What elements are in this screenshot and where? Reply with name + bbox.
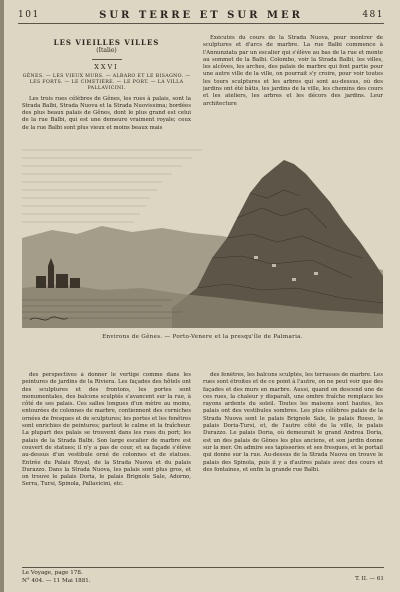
section-summary: GÊNES. — LES VIEUX MURS. — ALBARO ET LE BISAGNO. — LES FORTS. — LE CIMETIÈRE. — LE PORT. — LA VILLA PALLAVICINI. — [22, 73, 191, 92]
left-column-bottom — [22, 372, 191, 562]
footer-volume: T. II. — 61 — [355, 576, 384, 582]
running-header — [18, 7, 384, 24]
article-title: LES VIEILLES VILLES — [53, 38, 160, 47]
left-column-top — [22, 37, 191, 137]
body-paragraph: Exécutés du cours de la Strada Nuova, pour montrer de sculptures et d'arcs de marbre. La rue Balbi commence à l'Annunziata par un escalier qui s'élève au bas de la rue et monte au sommet de la Balbi. Colombo, voir la Strada Balbi, les villes, les alcôves, les arches, des palais de marbre qui font partie pour une autre ville de la ville, on pourrait s'y croire, pour voir toutes les tours sculptures et les arbres qui sont au-dessus, où des jardins ont été bâtis, les jardins de la ville, les chemins des cours et les ateliers, les arbres et les décors des jardins. Leur architecture — [203, 35, 383, 107]
article-heading — [22, 39, 191, 71]
running-title: SUR TERRE ET SUR MER — [99, 9, 303, 21]
right-column-bottom — [203, 372, 383, 562]
body-paragraph: Les trois rues célèbres de Gênes, les rues à palais, sont la Strada Balbi, Strada Nuova et la Strada Nuovissima; bordées des plus beaux palais de Gênes, dont le plus grand est celui de la rue Balbi, qui est une demeure vraiment royale; ceux de la rue Balbi sont plus vieux et moins beaux mais — [22, 95, 191, 131]
page-footer — [22, 567, 384, 590]
engraving-svg — [22, 138, 383, 328]
engraving-illustration — [22, 138, 383, 328]
page-number-right: 481 — [362, 10, 384, 20]
illustration-caption: Environs de Gênes. — Porto-Venere et la presqu'île de Palmaria. — [102, 334, 303, 340]
title-rule — [92, 59, 122, 60]
article-subtitle: (Italie) — [96, 47, 117, 55]
footer-publication-info — [22, 570, 91, 585]
section-number: XXVI — [94, 62, 119, 71]
footer-issue: N° 404. — 11 Mai 1881. — [22, 577, 91, 584]
footer-publication: Le Voyage, page 178. — [22, 570, 83, 576]
scan-edge — [0, 0, 4, 592]
right-column-top — [203, 35, 383, 135]
body-paragraph: des perspectives à donner le vertige comme dans les peintures de jardins de la Riviera. Les façades des hôtels ont des sculptures et des frontons, les portes sont monumentales, des balcons sculptés s'avancent sur la rue, à côté de ses palais. Ces salles longues d'un mètre au moins, entourées de colonnes de marbre, contiennent des corniches ornées de fresques et de sculptures; les portes et les fenêtres sont enrichies de peintures; partout le calme et la fraîcheur. La plupart des palais se trouvent dans les rues du port; les palais de la Strada Balbi. Son large escalier de marbre est couvert de statues; il n'y a pas de cour, et sa façade s'élève au-dessus d'un vestibule orné de colonnes et de statues. Entrée du Palais Royal, de la Strada Nuova et du palais Durazzo. Dans la Strada Nuova, les palais sont plus gros, et on trouve le palais Doria, le palais Brignole Sale, Adorno, Serra, Tursi, Spinola, Pallavicini, etc. — [22, 372, 191, 488]
page-number-left: 101 — [18, 10, 40, 20]
body-paragraph: des fenêtres, les balcons sculptés, les terrasses de marbre. Les rues sont étroites et de ce point à l'autre, on ne peut voir que des façades et des murs en marbre. Aussi, quand on descend une de ces rues, la chaleur y disparaît, une ombre fraîche remplace les rayons ardents du soleil. Toutes les maisons sont hautes, les palais ont des vestibules sombres. Les plus célèbres palais de la Strada Nuova sont le palais Brignole Sale, le palais Rosso, le palais Doria-Tursi, et, de l'autre côté de la ville, le palais Durazzo. Le palais Doria, où demeurait le grand Andrea Doria, est un des palais de Gênes les plus anciens, et son jardin donne sur la mer. On admire ses tapisseries et ses fresques, et le portail qui donne sur la rue. Au-dessus de la Strada Nuova on trouve le palais des Spinola, puis il y a d'autres palais avec des cours et des fontaines, et enfin la grande rue Balbi. — [203, 372, 383, 473]
